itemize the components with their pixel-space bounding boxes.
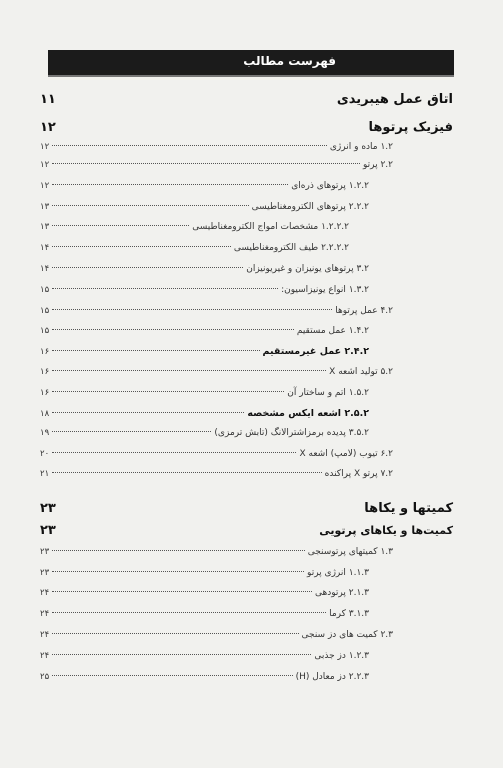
dot-leader xyxy=(52,654,311,655)
toc-entry-label: ۲.۵.۲ اشعه ایکس مشخصه xyxy=(247,408,369,419)
toc-entry xyxy=(40,630,453,650)
toc-entry-page: ۲۱ xyxy=(40,469,50,479)
toc-entry-label: ۲.۳ کمیت های دز سنجی xyxy=(301,630,393,640)
toc-entry xyxy=(40,285,453,305)
toc-entry xyxy=(40,469,453,489)
dot-leader xyxy=(52,612,326,613)
toc-entry xyxy=(40,568,453,588)
toc-entry-label: ۲.۲.۲ پرتوهای الکترومغناطیسی xyxy=(251,202,369,212)
toc-entry-label: ۲.۱.۳ پرتودهی xyxy=(315,588,369,598)
toc-entry xyxy=(40,523,453,543)
toc-entry xyxy=(40,672,453,692)
toc-entry xyxy=(40,326,453,346)
toc-entry xyxy=(40,408,453,428)
toc-entry xyxy=(40,547,453,567)
dot-leader xyxy=(52,550,305,551)
dot-leader xyxy=(52,267,243,268)
toc-entry-label: ۲.۲.۲.۲ طیف الکترومغناطیسی xyxy=(233,243,349,253)
toc-entry-page: ۱۴ xyxy=(40,264,50,274)
dot-leader xyxy=(52,633,298,634)
toc-entry xyxy=(40,264,453,284)
dot-leader xyxy=(52,350,259,351)
toc-entry xyxy=(40,588,453,608)
dot-leader xyxy=(52,591,312,592)
toc-entry-label: ۶.۲ تیوب (لامپ) اشعه X xyxy=(299,449,393,459)
toc-entry-page: ۱۲ xyxy=(40,120,56,135)
toc-entry xyxy=(40,222,453,242)
toc-entry-page: ۲۳ xyxy=(40,523,56,538)
toc-entry-label: ۲.۲ پرتو xyxy=(362,160,393,170)
dot-leader xyxy=(52,412,244,413)
dot-leader xyxy=(52,452,296,453)
toc-entry-label: ۱.۲.۲.۲ مشخصات امواج الکترومغناطیسی xyxy=(192,222,349,232)
toc-entry-label: ۱.۲ ماده و انرژی xyxy=(329,142,393,152)
toc-entry xyxy=(40,120,453,140)
toc-entry-label: فیزیک پرتوها xyxy=(368,120,453,135)
toc-entry-label: ۳.۵.۲ پدیده برمزاشترالانگ (تابش ترمزی) xyxy=(214,428,369,438)
toc-entry xyxy=(40,449,453,469)
toc-entry-page: ۲۳ xyxy=(40,547,50,557)
toc-entry-page: ۱۲ xyxy=(40,181,50,191)
toc-entry-label: ۵.۲ تولید اشعه X xyxy=(329,367,393,377)
dot-leader xyxy=(52,309,332,310)
toc-entry-page: ۱۲ xyxy=(40,160,50,170)
toc-entry-label: ۷.۲ پرتو X پراکنده xyxy=(324,469,393,479)
toc-entry xyxy=(40,428,453,448)
toc-entry-label: ۱.۵.۲ اتم و ساختار آن xyxy=(287,388,369,398)
toc-entry xyxy=(40,202,453,222)
toc-entry xyxy=(40,388,453,408)
toc-entry-page: ۱۶ xyxy=(40,367,50,377)
toc-entry-label: ۲.۲.۳ دز معادل (H) xyxy=(295,672,369,682)
dot-leader xyxy=(52,184,288,185)
toc-entry-page: ۲۳ xyxy=(40,501,56,516)
dot-leader xyxy=(52,431,211,432)
toc-entry-label: ۲.۴.۲ عمل غیرمستقیم xyxy=(262,346,369,357)
toc-entry xyxy=(40,142,453,162)
toc-entry-page: ۱۳ xyxy=(40,202,50,212)
toc-entry xyxy=(40,346,453,366)
toc-entry-page: ۱۸ xyxy=(40,409,50,419)
toc-entry xyxy=(40,181,453,201)
toc-entry xyxy=(40,243,453,263)
toc-entry-label: ۳.۲ پرتوهای یونیزان و غیریونیزان xyxy=(246,264,369,274)
dot-leader xyxy=(52,163,360,164)
toc-entry-page: ۲۰ xyxy=(40,449,50,459)
toc-entry-page: ۲۴ xyxy=(40,630,50,640)
toc-entry-label: ۱.۴.۲ عمل مستقیم xyxy=(296,326,369,336)
toc-entry-page: ۱۶ xyxy=(40,347,50,357)
toc-entry-page: ۱۳ xyxy=(40,222,50,232)
dot-leader xyxy=(52,329,294,330)
toc-entry-page: ۲۴ xyxy=(40,609,50,619)
toc-entry-page: ۲۴ xyxy=(40,651,50,661)
toc-entry-label: ۱.۱.۳ انرژی پرتو xyxy=(307,568,369,578)
toc-entry-page: ۱۵ xyxy=(40,285,50,295)
toc-entry-page: ۱۲ xyxy=(40,142,50,152)
toc-entry xyxy=(40,651,453,671)
toc-entry-page: ۱۵ xyxy=(40,306,50,316)
toc-entry-page: ۱۶ xyxy=(40,388,50,398)
dot-leader xyxy=(52,205,248,206)
toc-entry-label: کمیت‌ها و یکاهای پرتویی xyxy=(319,524,453,537)
toc-entry-page: ۲۴ xyxy=(40,588,50,598)
toc-entry-label: ۳.۱.۳ کرما xyxy=(329,609,369,619)
page-title: فهرست مطالب xyxy=(243,54,336,68)
dot-leader xyxy=(52,370,326,371)
toc-entry-page: ۱۹ xyxy=(40,428,50,438)
toc-entry xyxy=(40,306,453,326)
toc-entry xyxy=(40,609,453,629)
toc-entry-label: کمیتها و یکاها xyxy=(364,501,453,516)
toc-entry xyxy=(40,160,453,180)
dot-leader xyxy=(52,472,322,473)
dot-leader xyxy=(52,571,304,572)
dot-leader xyxy=(52,675,292,676)
toc-entry xyxy=(40,92,453,112)
toc-entry xyxy=(40,501,453,521)
dot-leader xyxy=(52,246,231,247)
toc-entry-label: ۱.۲.۳ دز جذبی xyxy=(314,651,369,661)
toc-entry xyxy=(40,367,453,387)
dot-leader xyxy=(52,288,278,289)
toc-entry-label: اتاق عمل هیبریدی xyxy=(336,92,453,107)
toc-entry-page: ۲۵ xyxy=(40,672,50,682)
toc-entry-page: ۲۳ xyxy=(40,568,50,578)
toc-entry-page: ۱۱ xyxy=(40,92,56,107)
dot-leader xyxy=(52,145,327,146)
toc-entry-page: ۱۴ xyxy=(40,243,50,253)
toc-entry-label: ۱.۲.۲ پرتوهای ذره‌ای xyxy=(291,181,369,191)
toc-entry-label: ۱.۳.۲ انواع یونیزاسیون: xyxy=(281,285,369,295)
dot-leader xyxy=(52,391,284,392)
dot-leader xyxy=(52,225,189,226)
toc-entry-label: ۴.۲ عمل پرتوها xyxy=(335,306,393,316)
toc-entry-label: ۱.۳ کمیتهای پرتوسنجی xyxy=(307,547,393,557)
toc-entry-page: ۱۵ xyxy=(40,326,50,336)
